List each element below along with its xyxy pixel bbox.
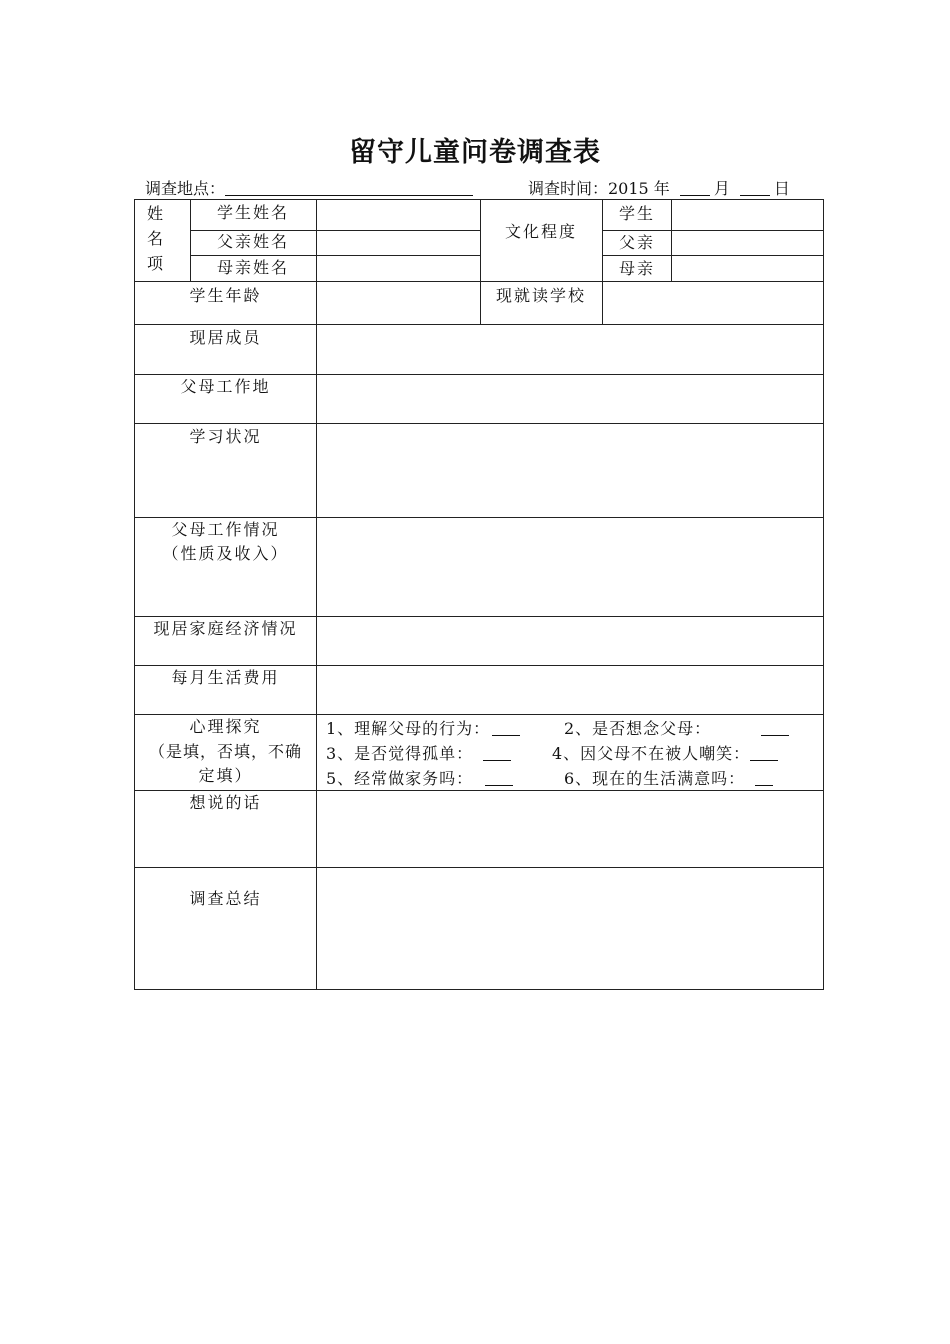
survey-month-label: 月 xyxy=(713,179,730,198)
words-to-say-field[interactable] xyxy=(317,791,823,866)
psych-q2-label: 2、是否想念父母： xyxy=(564,719,712,738)
survey-day-label: 日 xyxy=(773,179,790,198)
survey-time-line xyxy=(528,176,790,199)
edu-father-label: 父亲 xyxy=(619,233,656,252)
education-label: 文化程度 xyxy=(504,222,577,241)
name-group-label-1: 姓 xyxy=(146,204,163,223)
psych-q6-label: 6、现在的生活满意吗： xyxy=(564,769,746,788)
student-name-label: 学生姓名 xyxy=(217,203,290,222)
psych-row-1 xyxy=(326,716,520,739)
mother-name-label: 母亲姓名 xyxy=(217,258,290,277)
psych-q4-label: 4、因父母不在被人嘲笑： xyxy=(552,744,751,763)
survey-day-field[interactable] xyxy=(740,180,770,196)
household-members-field[interactable] xyxy=(317,325,823,373)
survey-month-field[interactable] xyxy=(680,180,710,196)
family-economy-label: 现居家庭经济情况 xyxy=(153,619,298,638)
words-to-say-label: 想说的话 xyxy=(189,793,262,812)
student-name-field[interactable] xyxy=(317,201,479,229)
psych-q4-answer[interactable] xyxy=(750,745,778,761)
psych-label-line2: （是填，否填，不确 xyxy=(148,742,302,761)
current-school-field[interactable] xyxy=(603,282,823,323)
father-name-label: 父亲姓名 xyxy=(217,232,290,251)
psych-q3-label: 3、是否觉得孤单： xyxy=(326,744,474,763)
survey-location-label: 调查地点： xyxy=(145,179,226,198)
col-divider xyxy=(190,200,191,281)
psych-q3-answer[interactable] xyxy=(483,745,511,761)
parents-work-field[interactable] xyxy=(317,518,823,615)
psych-row-2b xyxy=(552,741,778,764)
survey-location-field[interactable] xyxy=(225,180,473,196)
survey-summary-label: 调查总结 xyxy=(189,889,262,908)
monthly-expense-field[interactable] xyxy=(317,666,823,713)
psych-row-3b xyxy=(564,766,773,789)
psych-label-line3: 定填） xyxy=(198,766,253,785)
survey-form-table xyxy=(134,199,824,990)
page-title: 留守儿童问卷调查表 xyxy=(349,137,601,168)
edu-student-label: 学生 xyxy=(619,204,656,223)
survey-time-label: 调查时间：2015 年 xyxy=(528,179,670,198)
study-status-field[interactable] xyxy=(317,424,823,516)
row-divider xyxy=(135,714,824,715)
psych-q2-answer[interactable] xyxy=(761,720,789,736)
survey-location-line xyxy=(145,176,473,199)
study-status-label: 学习状况 xyxy=(189,427,262,446)
household-members-label: 现居成员 xyxy=(189,328,262,347)
student-age-label: 学生年龄 xyxy=(189,286,262,305)
parents-work-label-line2: （性质及收入） xyxy=(162,544,289,563)
edu-student-field[interactable] xyxy=(672,201,823,229)
psych-q1-answer[interactable] xyxy=(492,720,520,736)
parents-workplace-label: 父母工作地 xyxy=(180,377,271,396)
psych-q5-label: 5、经常做家务吗： xyxy=(326,769,474,788)
parents-workplace-field[interactable] xyxy=(317,375,823,422)
parents-work-label-line1: 父母工作情况 xyxy=(171,520,280,539)
psych-q1-label: 1、理解父母的行为： xyxy=(326,719,491,738)
current-school-label: 现就读学校 xyxy=(495,286,586,305)
edu-father-field[interactable] xyxy=(672,231,823,254)
monthly-expense-label: 每月生活费用 xyxy=(171,668,280,687)
survey-summary-field[interactable] xyxy=(317,868,823,989)
psych-row-3 xyxy=(326,766,513,789)
edu-mother-field[interactable] xyxy=(672,256,823,280)
psych-row-1b xyxy=(564,716,789,739)
edu-mother-label: 母亲 xyxy=(619,259,656,278)
family-economy-field[interactable] xyxy=(317,617,823,664)
mother-name-field[interactable] xyxy=(317,256,479,280)
name-group-label-2: 名 xyxy=(146,229,163,248)
father-name-field[interactable] xyxy=(317,231,479,254)
psych-q6-answer[interactable] xyxy=(755,770,773,786)
psych-q5-answer[interactable] xyxy=(485,770,513,786)
psych-label-line1: 心理探究 xyxy=(189,717,262,736)
student-age-field[interactable] xyxy=(317,282,479,323)
psych-row-2 xyxy=(326,741,511,764)
name-group-label-3: 项 xyxy=(146,254,163,273)
